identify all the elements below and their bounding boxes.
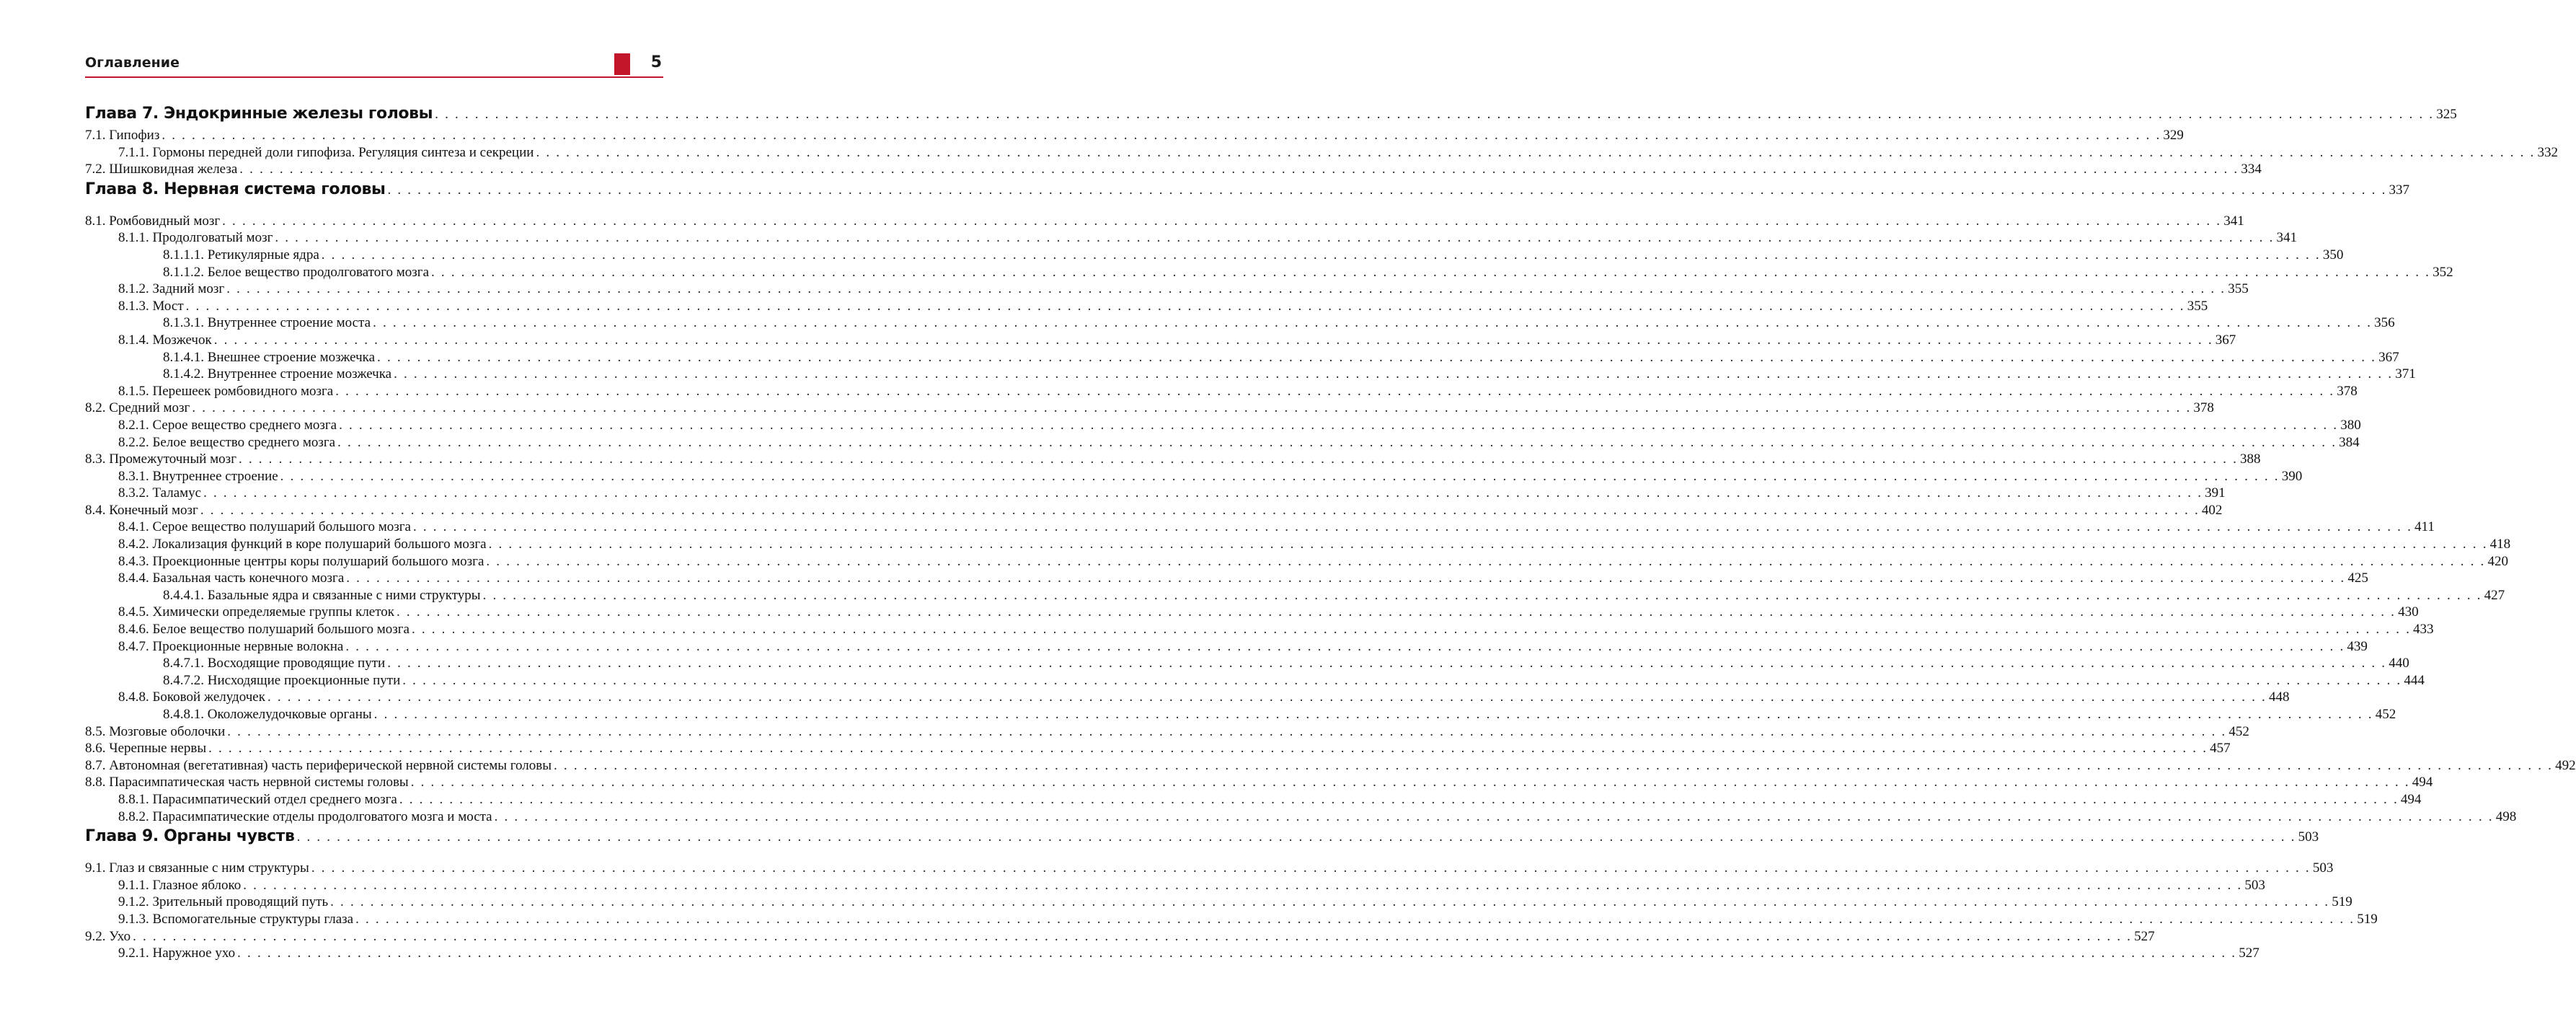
toc-entry-label: 8.1.4. Мозжечок [118,332,212,348]
dot-leader: . . . . . . . . . . . . . . . . . . . . . . . . . . . . . . . . . . . . . . . . . . . . . . . . . . . . . . . . . . . . . . . . . . . . . . . . . . . . . . . . . . . . . . . . . . . . . . . . . . . . . . . . . . . . . . . . . . . . . . . . . . . . . . . . . . . . . . . . . . . . . . . . . . . . . . . . . . . . . . . . . . . . . . . . . . . . . . . . . . . . . . . . . . . . . . . . . . . . . . . . [222,213,2222,229]
dot-leader: . . . . . . . . . . . . . . . . . . . . . . . . . . . . . . . . . . . . . . . . . . . . . . . . . . . . . . . . . . . . . . . . . . . . . . . . . . . . . . . . . . . . . . . . . . . . . . . . . . . . . . . . . . . . . . . . . . . . . . . . . . . . . . . . . . . . . . . . . . . . . . . . . . . . . . . . . . . . . . . . . . . . . . . . . . . . . . . . . . . . . . . . . . . . . . . . . . . . . . . . [411,622,2412,638]
toc-entry-page: 527 [2134,928,2155,944]
toc-entry-page: 332 [2537,144,2558,160]
toc-entry-label: Глава 7. Эндокринные железы головы [85,105,433,123]
dot-leader: . . . . . . . . . . . . . . . . . . . . . . . . . . . . . . . . . . . . . . . . . . . . . . . . . . . . . . . . . . . . . . . . . . . . . . . . . . . . . . . . . . . . . . . . . . . . . . . . . . . . . . . . . . . . . . . . . . . . . . . . . . . . . . . . . . . . . . . . . . . . . . . . . . . . . . . . . . . . . . . . . . . . . . . . . . . . . . . . . . . . . . . . . . . . . . . . . . . . . . . . [321,247,2321,263]
dot-leader: . . . . . . . . . . . . . . . . . . . . . . . . . . . . . . . . . . . . . . . . . . . . . . . . . . . . . . . . . . . . . . . . . . . . . . . . . . . . . . . . . . . . . . . . . . . . . . . . . . . . . . . . . . . . . . . . . . . . . . . . . . . . . . . . . . . . . . . . . . . . . . . . . . . . . . . . . . . . . . . . . . . . . . . . . . . . . . . . . . . . . . . . . . . . . . . . . . . . . . . . [296,829,2296,845]
toc-entry-label: 8.8.1. Парасимпатический отдел среднего мозга [118,791,397,807]
toc-entry-label: Глава 8. Нервная система головы [85,180,386,198]
running-head [85,53,662,75]
toc-entry[interactable] [85,144,2558,162]
toc-entry-page: 378 [2193,400,2214,416]
toc-entry[interactable] [85,757,2576,775]
dot-leader: . . . . . . . . . . . . . . . . . . . . . . . . . . . . . . . . . . . . . . . . . . . . . . . . . . . . . . . . . . . . . . . . . . . . . . . . . . . . . . . . . . . . . . . . . . . . . . . . . . . . . . . . . . . . . . . . . . . . . . . . . . . . . . . . . . . . . . . . . . . . . . . . . . . . . . . . . . . . . . . . . . . . . . . . . . . . . . . . . . . . . . . . . . . . . . . . . . . . . . . . [387,182,2387,198]
toc-entry-label: 8.6. Черепные нервы [85,741,207,757]
dot-leader: . . . . . . . . . . . . . . . . . . . . . . . . . . . . . . . . . . . . . . . . . . . . . . . . . . . . . . . . . . . . . . . . . . . . . . . . . . . . . . . . . . . . . . . . . . . . . . . . . . . . . . . . . . . . . . . . . . . . . . . . . . . . . . . . . . . . . . . . . . . . . . . . . . . . . . . . . . . . . . . . . . . . . . . . . . . . . . . . . . . . . . . . . . . . . . . . . . . . . . . . [208,741,2208,757]
dot-leader: . . . . . . . . . . . . . . . . . . . . . . . . . . . . . . . . . . . . . . . . . . . . . . . . . . . . . . . . . . . . . . . . . . . . . . . . . . . . . . . . . . . . . . . . . . . . . . . . . . . . . . . . . . . . . . . . . . . . . . . . . . . . . . . . . . . . . . . . . . . . . . . . . . . . . . . . . . . . . . . . . . . . . . . . . . . . . . . . . . . . . . . . . . . . . . . . . . . . . . . . [337,434,2337,450]
toc-entry-page: 448 [2269,689,2290,705]
toc-entry-label: 9.1. Глаз и связанные с ним структуры [85,860,309,876]
toc-entry-label: 8.4.7. Проекционные нервные волокна [118,638,344,654]
dot-leader: . . . . . . . . . . . . . . . . . . . . . . . . . . . . . . . . . . . . . . . . . . . . . . . . . . . . . . . . . . . . . . . . . . . . . . . . . . . . . . . . . . . . . . . . . . . . . . . . . . . . . . . . . . . . . . . . . . . . . . . . . . . . . . . . . . . . . . . . . . . . . . . . . . . . . . . . . . . . . . . . . . . . . . . . . . . . . . . . . . . . . . . . . . . . . . . . . . . . . . . . [203,485,2203,501]
dot-leader: . . . . . . . . . . . . . . . . . . . . . . . . . . . . . . . . . . . . . . . . . . . . . . . . . . . . . . . . . . . . . . . . . . . . . . . . . . . . . . . . . . . . . . . . . . . . . . . . . . . . . . . . . . . . . . . . . . . . . . . . . . . . . . . . . . . . . . . . . . . . . . . . . . . . . . . . . . . . . . . . . . . . . . . . . . . . . . . . . . . . . . . . . . . . . . . . . . . . . . . . [339,417,2339,433]
dot-leader: . . . . . . . . . . . . . . . . . . . . . . . . . . . . . . . . . . . . . . . . . . . . . . . . . . . . . . . . . . . . . . . . . . . . . . . . . . . . . . . . . . . . . . . . . . . . . . . . . . . . . . . . . . . . . . . . . . . . . . . . . . . . . . . . . . . . . . . . . . . . . . . . . . . . . . . . . . . . . . . . . . . . . . . . . . . . . . . . . . . . . . . . . . . . . . . . . . . . . . . . [431,264,2431,280]
toc-entry-page: 492 [2555,757,2576,773]
section-title: Оглавление [85,55,180,71]
dot-leader: . . . . . . . . . . . . . . . . . . . . . . . . . . . . . . . . . . . . . . . . . . . . . . . . . . . . . . . . . . . . . . . . . . . . . . . . . . . . . . . . . . . . . . . . . . . . . . . . . . . . . . . . . . . . . . . . . . . . . . . . . . . . . . . . . . . . . . . . . . . . . . . . . . . . . . . . . . . . . . . . . . . . . . . . . . . . . . . . . . . . . . . . . . . . . . . . . . . . . . . . [311,860,2311,876]
dot-leader: . . . . . . . . . . . . . . . . . . . . . . . . . . . . . . . . . . . . . . . . . . . . . . . . . . . . . . . . . . . . . . . . . . . . . . . . . . . . . . . . . . . . . . . . . . . . . . . . . . . . . . . . . . . . . . . . . . . . . . . . . . . . . . . . . . . . . . . . . . . . . . . . . . . . . . . . . . . . . . . . . . . . . . . . . . . . . . . . . . . . . . . . . . . . . . . . . . . . . . . . [243,877,2243,893]
toc-entry-page: 367 [2378,349,2399,365]
dot-leader: . . . . . . . . . . . . . . . . . . . . . . . . . . . . . . . . . . . . . . . . . . . . . . . . . . . . . . . . . . . . . . . . . . . . . . . . . . . . . . . . . . . . . . . . . . . . . . . . . . . . . . . . . . . . . . . . . . . . . . . . . . . . . . . . . . . . . . . . . . . . . . . . . . . . . . . . . . . . . . . . . . . . . . . . . . . . . . . . . . . . . . . . . . . . . . . . . . . . . . . . [330,894,2330,910]
dot-leader: . . . . . . . . . . . . . . . . . . . . . . . . . . . . . . . . . . . . . . . . . . . . . . . . . . . . . . . . . . . . . . . . . . . . . . . . . . . . . . . . . . . . . . . . . . . . . . . . . . . . . . . . . . . . . . . . . . . . . . . . . . . . . . . . . . . . . . . . . . . . . . . . . . . . . . . . . . . . . . . . . . . . . . . . . . . . . . . . . . . . . . . . . . . . . . . . . . . . . . . . [346,570,2346,586]
toc-entry-page: 494 [2412,775,2433,790]
toc-entry[interactable] [85,127,2184,144]
toc-entry-page: 519 [2357,911,2378,927]
toc-entry-label: 8.4.7.2. Нисходящие проекционные пути [163,672,401,688]
toc-entry-label: 7.2. Шишковидная железа [85,162,238,177]
toc-chapter-entry[interactable] [85,102,2457,127]
toc-entry-label: 7.1. Гипофиз [85,128,160,143]
toc-entry-page: 384 [2339,434,2360,450]
dot-leader: . . . . . . . . . . . . . . . . . . . . . . . . . . . . . . . . . . . . . . . . . . . . . . . . . . . . . . . . . . . . . . . . . . . . . . . . . . . . . . . . . . . . . . . . . . . . . . . . . . . . . . . . . . . . . . . . . . . . . . . . . . . . . . . . . . . . . . . . . . . . . . . . . . . . . . . . . . . . . . . . . . . . . . . . . . . . . . . . . . . . . . . . . . . . . . . . . . . . . . . . [237,946,2237,961]
toc-entry-label: 8.4. Конечный мозг [85,502,198,518]
toc-entry[interactable] [85,229,2297,247]
toc-entry-page: 355 [2228,281,2249,297]
toc-entry-page: 355 [2187,298,2208,314]
dot-leader: . . . . . . . . . . . . . . . . . . . . . . . . . . . . . . . . . . . . . . . . . . . . . . . . . . . . . . . . . . . . . . . . . . . . . . . . . . . . . . . . . . . . . . . . . . . . . . . . . . . . . . . . . . . . . . . . . . . . . . . . . . . . . . . . . . . . . . . . . . . . . . . . . . . . . . . . . . . . . . . . . . . . . . . . . . . . . . . . . . . . . . . . . . . . . . . . . . . . . . . . [238,451,2239,467]
toc-entry-page: 527 [2239,946,2259,961]
toc-entry-label: 8.1.1.2. Белое вещество продолговатого мозга [163,264,430,280]
toc-entry[interactable] [85,468,2303,485]
red-tab-marker [614,53,630,75]
toc-entry[interactable] [85,332,2236,349]
dot-leader: . . . . . . . . . . . . . . . . . . . . . . . . . . . . . . . . . . . . . . . . . . . . . . . . . . . . . . . . . . . . . . . . . . . . . . . . . . . . . . . . . . . . . . . . . . . . . . . . . . . . . . . . . . . . . . . . . . . . . . . . . . . . . . . . . . . . . . . . . . . . . . . . . . . . . . . . . . . . . . . . . . . . . . . . . . . . . . . . . . . . . . . . . . . . . . . . . . . . . . . . [399,791,2399,807]
dot-leader: . . . . . . . . . . . . . . . . . . . . . . . . . . . . . . . . . . . . . . . . . . . . . . . . . . . . . . . . . . . . . . . . . . . . . . . . . . . . . . . . . . . . . . . . . . . . . . . . . . . . . . . . . . . . . . . . . . . . . . . . . . . . . . . . . . . . . . . . . . . . . . . . . . . . . . . . . . . . . . . . . . . . . . . . . . . . . . . . . . . . . . . . . . . . . . . . . . . . . . . . [200,502,2200,518]
dot-leader: . . . . . . . . . . . . . . . . . . . . . . . . . . . . . . . . . . . . . . . . . . . . . . . . . . . . . . . . . . . . . . . . . . . . . . . . . . . . . . . . . . . . . . . . . . . . . . . . . . . . . . . . . . . . . . . . . . . . . . . . . . . . . . . . . . . . . . . . . . . . . . . . . . . . . . . . . . . . . . . . . . . . . . . . . . . . . . . . . . . . . . . . . . . . . . . . . . . . . . . . [412,519,2413,535]
toc-entry-label: 8.5. Мозговые оболочки [85,723,226,739]
toc-entry[interactable] [85,400,2214,417]
toc-entry-label: Глава 9. Органы чувств [85,827,295,846]
dot-leader: . . . . . . . . . . . . . . . . . . . . . . . . . . . . . . . . . . . . . . . . . . . . . . . . . . . . . . . . . . . . . . . . . . . . . . . . . . . . . . . . . . . . . . . . . . . . . . . . . . . . . . . . . . . . . . . . . . . . . . . . . . . . . . . . . . . . . . . . . . . . . . . . . . . . . . . . . . . . . . . . . . . . . . . . . . . . . . . . . . . . . . . . . . . . . . . . . . . . . . . . [377,349,2377,365]
toc-entry[interactable] [85,213,2244,230]
toc-entry-label: 8.3. Промежуточный мозг [85,451,236,467]
toc-entry[interactable] [85,587,2505,604]
toc-entry-label: 8.4.8.1. Околожелудочковые органы [163,707,372,722]
dot-leader: . . . . . . . . . . . . . . . . . . . . . . . . . . . . . . . . . . . . . . . . . . . . . . . . . . . . . . . . . . . . . . . . . . . . . . . . . . . . . . . . . . . . . . . . . . . . . . . . . . . . . . . . . . . . . . . . . . . . . . . . . . . . . . . . . . . . . . . . . . . . . . . . . . . . . . . . . . . . . . . . . . . . . . . . . . . . . . . . . . . . . . . . . . . . . . . . . . . . . . . . [267,689,2267,705]
toc-entry-page: 427 [2484,587,2505,603]
toc-entry[interactable] [85,281,2249,298]
toc-entry-page: 356 [2374,315,2395,331]
toc-entry-page: 371 [2395,366,2416,382]
toc-entry[interactable] [85,264,2453,281]
toc-entry-label: 8.4.8. Боковой желудочек [118,689,265,705]
toc-entry-page: 402 [2201,502,2223,518]
dot-leader: . . . . . . . . . . . . . . . . . . . . . . . . . . . . . . . . . . . . . . . . . . . . . . . . . . . . . . . . . . . . . . . . . . . . . . . . . . . . . . . . . . . . . . . . . . . . . . . . . . . . . . . . . . . . . . . . . . . . . . . . . . . . . . . . . . . . . . . . . . . . . . . . . . . . . . . . . . . . . . . . . . . . . . . . . . . . . . . . . . . . . . . . . . . . . . . . . . . . . . . . [387,656,2387,671]
toc-entry-label: 8.4.4.1. Базальные ядра и связанные с ними структуры [163,587,481,603]
toc-entry-page: 352 [2433,264,2453,280]
toc-entry[interactable] [85,791,2422,808]
toc-entry[interactable] [85,638,2368,656]
toc-entry-page: 444 [2404,672,2425,688]
toc-entry[interactable] [85,298,2208,315]
header-rule [85,76,663,78]
toc-entry[interactable] [85,723,2249,741]
toc-entry[interactable] [85,536,2511,553]
toc-entry[interactable] [85,894,2353,911]
toc-entry[interactable] [85,877,2265,894]
toc-entry-label: 8.3.2. Таламус [118,485,202,501]
toc-entry[interactable] [85,519,2435,536]
dot-leader: . . . . . . . . . . . . . . . . . . . . . . . . . . . . . . . . . . . . . . . . . . . . . . . . . . . . . . . . . . . . . . . . . . . . . . . . . . . . . . . . . . . . . . . . . . . . . . . . . . . . . . . . . . . . . . . . . . . . . . . . . . . . . . . . . . . . . . . . . . . . . . . . . . . . . . . . . . . . . . . . . . . . . . . . . . . . . . . . . . . . . . . . . . . . . . . . . . . . . . . . [373,315,2373,331]
toc-entry-page: 391 [2205,485,2226,501]
toc-entry-page: 433 [2413,622,2434,638]
toc-entry-page: 341 [2276,230,2297,246]
dot-leader: . . . . . . . . . . . . . . . . . . . . . . . . . . . . . . . . . . . . . . . . . . . . . . . . . . . . . . . . . . . . . . . . . . . . . . . . . . . . . . . . . . . . . . . . . . . . . . . . . . . . . . . . . . . . . . . . . . . . . . . . . . . . . . . . . . . . . . . . . . . . . . . . . . . . . . . . . . . . . . . . . . . . . . . . . . . . . . . . . . . . . . . . . . . . . . . . . . . . . . . . [554,757,2554,773]
toc-entry-label: 9.2. Ухо [85,928,131,944]
toc-entry-page: 378 [2337,383,2358,399]
toc-entry-page: 452 [2375,707,2396,722]
toc-entry[interactable] [85,485,2226,502]
toc-entry-label: 8.2. Средний мозг [85,400,190,416]
dot-leader: . . . . . . . . . . . . . . . . . . . . . . . . . . . . . . . . . . . . . . . . . . . . . . . . . . . . . . . . . . . . . . . . . . . . . . . . . . . . . . . . . . . . . . . . . . . . . . . . . . . . . . . . . . . . . . . . . . . . . . . . . . . . . . . . . . . . . . . . . . . . . . . . . . . . . . . . . . . . . . . . . . . . . . . . . . . . . . . . . . . . . . . . . . . . . . . . . . . . . . . . [373,707,2373,722]
toc-entry-page: 411 [2415,519,2435,535]
toc-entry-label: 8.4.7.1. Восходящие проводящие пути [163,656,386,671]
toc-entry-page: 380 [2340,417,2361,433]
toc-entry[interactable] [85,417,2361,434]
toc-entry[interactable] [85,349,2399,366]
toc-entry-label: 9.1.2. Зрительный проводящий путь [118,894,329,910]
dot-leader: . . . . . . . . . . . . . . . . . . . . . . . . . . . . . . . . . . . . . . . . . . . . . . . . . . . . . . . . . . . . . . . . . . . . . . . . . . . . . . . . . . . . . . . . . . . . . . . . . . . . . . . . . . . . . . . . . . . . . . . . . . . . . . . . . . . . . . . . . . . . . . . . . . . . . . . . . . . . . . . . . . . . . . . . . . . . . . . . . . . . . . . . . . . . . . . . . . . . . . . . [488,537,2488,552]
toc-entry-page: 503 [2312,860,2334,876]
toc-entry-page: 390 [2281,468,2303,484]
dot-leader: . . . . . . . . . . . . . . . . . . . . . . . . . . . . . . . . . . . . . . . . . . . . . . . . . . . . . . . . . . . . . . . . . . . . . . . . . . . . . . . . . . . . . . . . . . . . . . . . . . . . . . . . . . . . . . . . . . . . . . . . . . . . . . . . . . . . . . . . . . . . . . . . . . . . . . . . . . . . . . . . . . . . . . . . . . . . . . . . . . . . . . . . . . . . . . . . . . . . . . . . [482,587,2482,603]
toc-entry-label: 8.4.4. Базальная часть конечного мозга [118,570,345,586]
toc-entry-page: 367 [2215,332,2236,348]
toc-entry-page: 325 [2436,107,2457,122]
toc-entry[interactable] [85,314,2395,332]
toc-entry-page: 452 [2228,723,2249,739]
toc-entry-page: 440 [2389,656,2409,671]
toc-entry[interactable] [85,247,2344,264]
toc-entry-page: 425 [2347,570,2368,586]
toc-entry[interactable] [85,689,2290,706]
toc-entry-page: 350 [2322,247,2344,263]
toc-entry[interactable] [85,655,2409,672]
toc-entry[interactable] [85,911,2378,928]
toc-entry-label: 8.4.1. Серое вещество полушарий большого мозга [118,519,411,535]
toc-entry[interactable] [85,860,2334,877]
dot-leader: . . . . . . . . . . . . . . . . . . . . . . . . . . . . . . . . . . . . . . . . . . . . . . . . . . . . . . . . . . . . . . . . . . . . . . . . . . . . . . . . . . . . . . . . . . . . . . . . . . . . . . . . . . . . . . . . . . . . . . . . . . . . . . . . . . . . . . . . . . . . . . . . . . . . . . . . . . . . . . . . . . . . . . . . . . . . . . . . . . . . . . . . . . . . . . . . . . . . . . . . [402,672,2402,688]
toc-entry-label: 8.8. Парасимпатическая часть нервной системы головы [85,775,409,790]
dot-leader: . . . . . . . . . . . . . . . . . . . . . . . . . . . . . . . . . . . . . . . . . . . . . . . . . . . . . . . . . . . . . . . . . . . . . . . . . . . . . . . . . . . . . . . . . . . . . . . . . . . . . . . . . . . . . . . . . . . . . . . . . . . . . . . . . . . . . . . . . . . . . . . . . . . . . . . . . . . . . . . . . . . . . . . . . . . . . . . . . . . . . . . . . . . . . . . . . . . . . . . . [536,144,2536,160]
dot-leader: . . . . . . . . . . . . . . . . . . . . . . . . . . . . . . . . . . . . . . . . . . . . . . . . . . . . . . . . . . . . . . . . . . . . . . . . . . . . . . . . . . . . . . . . . . . . . . . . . . . . . . . . . . . . . . . . . . . . . . . . . . . . . . . . . . . . . . . . . . . . . . . . . . . . . . . . . . . . . . . . . . . . . . . . . . . . . . . . . . . . . . . . . . . . . . . . . . . . . . . . [133,928,2133,944]
dot-leader: . . . . . . . . . . . . . . . . . . . . . . . . . . . . . . . . . . . . . . . . . . . . . . . . . . . . . . . . . . . . . . . . . . . . . . . . . . . . . . . . . . . . . . . . . . . . . . . . . . . . . . . . . . . . . . . . . . . . . . . . . . . . . . . . . . . . . . . . . . . . . . . . . . . . . . . . . . . . . . . . . . . . . . . . . . . . . . . . . . . . . . . . . . . . . . . . . . . . . . . . [394,366,2394,382]
toc-entry-label: 8.2.1. Серое вещество среднего мозга [118,417,337,433]
toc-entry-page: 430 [2398,604,2419,620]
toc-chapter-entry[interactable] [85,825,2319,860]
toc-entry-page: 388 [2240,451,2261,467]
toc-entry[interactable] [85,502,2223,519]
dot-leader: . . . . . . . . . . . . . . . . . . . . . . . . . . . . . . . . . . . . . . . . . . . . . . . . . . . . . . . . . . . . . . . . . . . . . . . . . . . . . . . . . . . . . . . . . . . . . . . . . . . . . . . . . . . . . . . . . . . . . . . . . . . . . . . . . . . . . . . . . . . . . . . . . . . . . . . . . . . . . . . . . . . . . . . . . . . . . . . . . . . . . . . . . . . . . . . . . . . . . . . . [435,107,2435,122]
dot-leader: . . . . . . . . . . . . . . . . . . . . . . . . . . . . . . . . . . . . . . . . . . . . . . . . . . . . . . . . . . . . . . . . . . . . . . . . . . . . . . . . . . . . . . . . . . . . . . . . . . . . . . . . . . . . . . . . . . . . . . . . . . . . . . . . . . . . . . . . . . . . . . . . . . . . . . . . . . . . . . . . . . . . . . . . . . . . . . . . . . . . . . . . . . . . . . . . . . . . . . . . [227,723,2227,739]
toc-entry-label: 8.1.4.1. Внешнее строение мозжечка [163,349,376,365]
toc-entry-label: 7.1.1. Гормоны передней доли гипофиза. Регуляция синтеза и секреции [118,144,534,160]
toc-entry[interactable] [85,451,2261,468]
toc-entry-label: 8.1.3.1. Внутреннее строение моста [163,315,371,331]
dot-leader: . . . . . . . . . . . . . . . . . . . . . . . . . . . . . . . . . . . . . . . . . . . . . . . . . . . . . . . . . . . . . . . . . . . . . . . . . . . . . . . . . . . . . . . . . . . . . . . . . . . . . . . . . . . . . . . . . . . . . . . . . . . . . . . . . . . . . . . . . . . . . . . . . . . . . . . . . . . . . . . . . . . . . . . . . . . . . . . . . . . . . . . . . . . . . . . . . . . . . . . . [345,638,2345,654]
dot-leader: . . . . . . . . . . . . . . . . . . . . . . . . . . . . . . . . . . . . . . . . . . . . . . . . . . . . . . . . . . . . . . . . . . . . . . . . . . . . . . . . . . . . . . . . . . . . . . . . . . . . . . . . . . . . . . . . . . . . . . . . . . . . . . . . . . . . . . . . . . . . . . . . . . . . . . . . . . . . . . . . . . . . . . . . . . . . . . . . . . . . . . . . . . . . . . . . . . . . . . . . [335,383,2335,399]
toc-entry-label: 8.1.4.2. Внутреннее строение мозжечка [163,366,392,382]
dot-leader: . . . . . . . . . . . . . . . . . . . . . . . . . . . . . . . . . . . . . . . . . . . . . . . . . . . . . . . . . . . . . . . . . . . . . . . . . . . . . . . . . . . . . . . . . . . . . . . . . . . . . . . . . . . . . . . . . . . . . . . . . . . . . . . . . . . . . . . . . . . . . . . . . . . . . . . . . . . . . . . . . . . . . . . . . . . . . . . . . . . . . . . . . . . . . . . . . . . . . . . . [192,400,2192,416]
dot-leader: . . . . . . . . . . . . . . . . . . . . . . . . . . . . . . . . . . . . . . . . . . . . . . . . . . . . . . . . . . . . . . . . . . . . . . . . . . . . . . . . . . . . . . . . . . . . . . . . . . . . . . . . . . . . . . . . . . . . . . . . . . . . . . . . . . . . . . . . . . . . . . . . . . . . . . . . . . . . . . . . . . . . . . . . . . . . . . . . . . . . . . . . . . . . . . . . . . . . . . . . [410,775,2410,790]
dot-leader: . . . . . . . . . . . . . . . . . . . . . . . . . . . . . . . . . . . . . . . . . . . . . . . . . . . . . . . . . . . . . . . . . . . . . . . . . . . . . . . . . . . . . . . . . . . . . . . . . . . . . . . . . . . . . . . . . . . . . . . . . . . . . . . . . . . . . . . . . . . . . . . . . . . . . . . . . . . . . . . . . . . . . . . . . . . . . . . . . . . . . . . . . . . . . . . . . . . . . . . . [494,808,2494,824]
toc-entry-label: 8.1.2. Задний мозг [118,281,225,297]
dot-leader: . . . . . . . . . . . . . . . . . . . . . . . . . . . . . . . . . . . . . . . . . . . . . . . . . . . . . . . . . . . . . . . . . . . . . . . . . . . . . . . . . . . . . . . . . . . . . . . . . . . . . . . . . . . . . . . . . . . . . . . . . . . . . . . . . . . . . . . . . . . . . . . . . . . . . . . . . . . . . . . . . . . . . . . . . . . . . . . . . . . . . . . . . . . . . . . . . . . . . . . . [161,128,2161,143]
toc-entry-label: 8.8.2. Парасимпатические отделы продолговатого мозга и моста [118,808,492,824]
toc-entry-page: 439 [2347,638,2368,654]
toc-entry-label: 9.1.3. Вспомогательные структуры глаза [118,911,354,927]
toc-entry-page: 420 [2487,553,2508,569]
toc-entry-label: 8.1.3. Мост [118,298,184,314]
toc-entry[interactable] [85,945,2259,962]
dot-leader: . . . . . . . . . . . . . . . . . . . . . . . . . . . . . . . . . . . . . . . . . . . . . . . . . . . . . . . . . . . . . . . . . . . . . . . . . . . . . . . . . . . . . . . . . . . . . . . . . . . . . . . . . . . . . . . . . . . . . . . . . . . . . . . . . . . . . . . . . . . . . . . . . . . . . . . . . . . . . . . . . . . . . . . . . . . . . . . . . . . . . . . . . . . . . . . . . . . . . . . . [213,332,2213,348]
toc-entry[interactable] [85,553,2508,570]
toc-entry-page: 337 [2389,182,2410,198]
toc-entry[interactable] [85,928,2155,946]
toc-entry-label: 8.3.1. Внутреннее строение [118,468,278,484]
page-number: 5 [650,53,662,71]
toc-entry-label: 8.4.3. Проекционные центры коры полушарий большого мозга [118,553,484,569]
toc-entry-label: 8.4.5. Химически определяемые группы клеток [118,604,395,620]
toc-entry[interactable] [85,383,2358,400]
toc-entry[interactable] [85,672,2425,689]
toc-entry-label: 8.1. Ромбовидный мозг [85,213,221,229]
dot-leader: . . . . . . . . . . . . . . . . . . . . . . . . . . . . . . . . . . . . . . . . . . . . . . . . . . . . . . . . . . . . . . . . . . . . . . . . . . . . . . . . . . . . . . . . . . . . . . . . . . . . . . . . . . . . . . . . . . . . . . . . . . . . . . . . . . . . . . . . . . . . . . . . . . . . . . . . . . . . . . . . . . . . . . . . . . . . . . . . . . . . . . . . . . . . . . . . . . . . . . . . [486,553,2486,569]
toc-entry-label: 9.1.1. Глазное яблоко [118,877,242,893]
toc-entry-label: 8.1.1.1. Ретикулярные ядра [163,247,319,263]
dot-leader: . . . . . . . . . . . . . . . . . . . . . . . . . . . . . . . . . . . . . . . . . . . . . . . . . . . . . . . . . . . . . . . . . . . . . . . . . . . . . . . . . . . . . . . . . . . . . . . . . . . . . . . . . . . . . . . . . . . . . . . . . . . . . . . . . . . . . . . . . . . . . . . . . . . . . . . . . . . . . . . . . . . . . . . . . . . . . . . . . . . . . . . . . . . . . . . . . . . . . . . . [397,604,2396,620]
dot-leader: . . . . . . . . . . . . . . . . . . . . . . . . . . . . . . . . . . . . . . . . . . . . . . . . . . . . . . . . . . . . . . . . . . . . . . . . . . . . . . . . . . . . . . . . . . . . . . . . . . . . . . . . . . . . . . . . . . . . . . . . . . . . . . . . . . . . . . . . . . . . . . . . . . . . . . . . . . . . . . . . . . . . . . . . . . . . . . . . . . . . . . . . . . . . . . . . . . . . . . . . [355,911,2355,927]
toc-entry-label: 8.7. Автономная (вегетативная) часть периферической нервной системы головы [85,757,552,773]
toc-entry-page: 418 [2489,537,2511,552]
toc-entry[interactable] [85,774,2433,791]
toc-entry-page: 519 [2332,894,2353,910]
toc-entry-label: 8.1.1. Продолговатый мозг [118,230,273,246]
toc-entry-label: 8.4.2. Локализация функций в коре полушарий большого мозга [118,537,487,552]
dot-leader: . . . . . . . . . . . . . . . . . . . . . . . . . . . . . . . . . . . . . . . . . . . . . . . . . . . . . . . . . . . . . . . . . . . . . . . . . . . . . . . . . . . . . . . . . . . . . . . . . . . . . . . . . . . . . . . . . . . . . . . . . . . . . . . . . . . . . . . . . . . . . . . . . . . . . . . . . . . . . . . . . . . . . . . . . . . . . . . . . . . . . . . . . . . . . . . . . . . . . . . . [275,230,2275,246]
toc-entry-page: 457 [2210,741,2231,757]
dot-leader: . . . . . . . . . . . . . . . . . . . . . . . . . . . . . . . . . . . . . . . . . . . . . . . . . . . . . . . . . . . . . . . . . . . . . . . . . . . . . . . . . . . . . . . . . . . . . . . . . . . . . . . . . . . . . . . . . . . . . . . . . . . . . . . . . . . . . . . . . . . . . . . . . . . . . . . . . . . . . . . . . . . . . . . . . . . . . . . . . . . . . . . . . . . . . . . . . . . . . . . . [239,162,2239,177]
toc-entry[interactable] [85,706,2396,723]
toc-entry[interactable] [85,570,2368,587]
toc-entry[interactable] [85,808,2517,826]
toc-entry[interactable] [85,366,2416,383]
toc-entry[interactable] [85,740,2231,757]
toc-entry[interactable] [85,621,2434,638]
dot-leader: . . . . . . . . . . . . . . . . . . . . . . . . . . . . . . . . . . . . . . . . . . . . . . . . . . . . . . . . . . . . . . . . . . . . . . . . . . . . . . . . . . . . . . . . . . . . . . . . . . . . . . . . . . . . . . . . . . . . . . . . . . . . . . . . . . . . . . . . . . . . . . . . . . . . . . . . . . . . . . . . . . . . . . . . . . . . . . . . . . . . . . . . . . . . . . . . . . . . . . . . [280,468,2280,484]
toc-entry-page: 334 [2241,162,2262,177]
toc-entry-page: 503 [2298,829,2319,845]
toc-entry[interactable] [85,161,2262,178]
toc-entry-label: 8.2.2. Белое вещество среднего мозга [118,434,336,450]
toc-entry-label: 8.1.5. Перешеек ромбовидного мозга [118,383,334,399]
toc-entry-page: 341 [2223,213,2244,229]
toc-entry-page: 503 [2244,877,2265,893]
toc-entry[interactable] [85,604,2419,621]
toc-entry-label: 8.4.6. Белое вещество полушарий большого мозга [118,622,410,638]
dot-leader: . . . . . . . . . . . . . . . . . . . . . . . . . . . . . . . . . . . . . . . . . . . . . . . . . . . . . . . . . . . . . . . . . . . . . . . . . . . . . . . . . . . . . . . . . . . . . . . . . . . . . . . . . . . . . . . . . . . . . . . . . . . . . . . . . . . . . . . . . . . . . . . . . . . . . . . . . . . . . . . . . . . . . . . . . . . . . . . . . . . . . . . . . . . . . . . . . . . . . . . . [185,298,2185,314]
toc-entry-page: 494 [2400,791,2422,807]
table-of-contents [85,102,2576,962]
toc-entry-label: 9.2.1. Наружное ухо [118,946,236,961]
toc-entry[interactable] [85,434,2360,451]
toc-entry-page: 498 [2495,808,2517,824]
toc-chapter-entry[interactable] [85,178,2410,213]
dot-leader: . . . . . . . . . . . . . . . . . . . . . . . . . . . . . . . . . . . . . . . . . . . . . . . . . . . . . . . . . . . . . . . . . . . . . . . . . . . . . . . . . . . . . . . . . . . . . . . . . . . . . . . . . . . . . . . . . . . . . . . . . . . . . . . . . . . . . . . . . . . . . . . . . . . . . . . . . . . . . . . . . . . . . . . . . . . . . . . . . . . . . . . . . . . . . . . . . . . . . . . . [226,281,2226,297]
toc-entry-page: 329 [2163,128,2184,143]
